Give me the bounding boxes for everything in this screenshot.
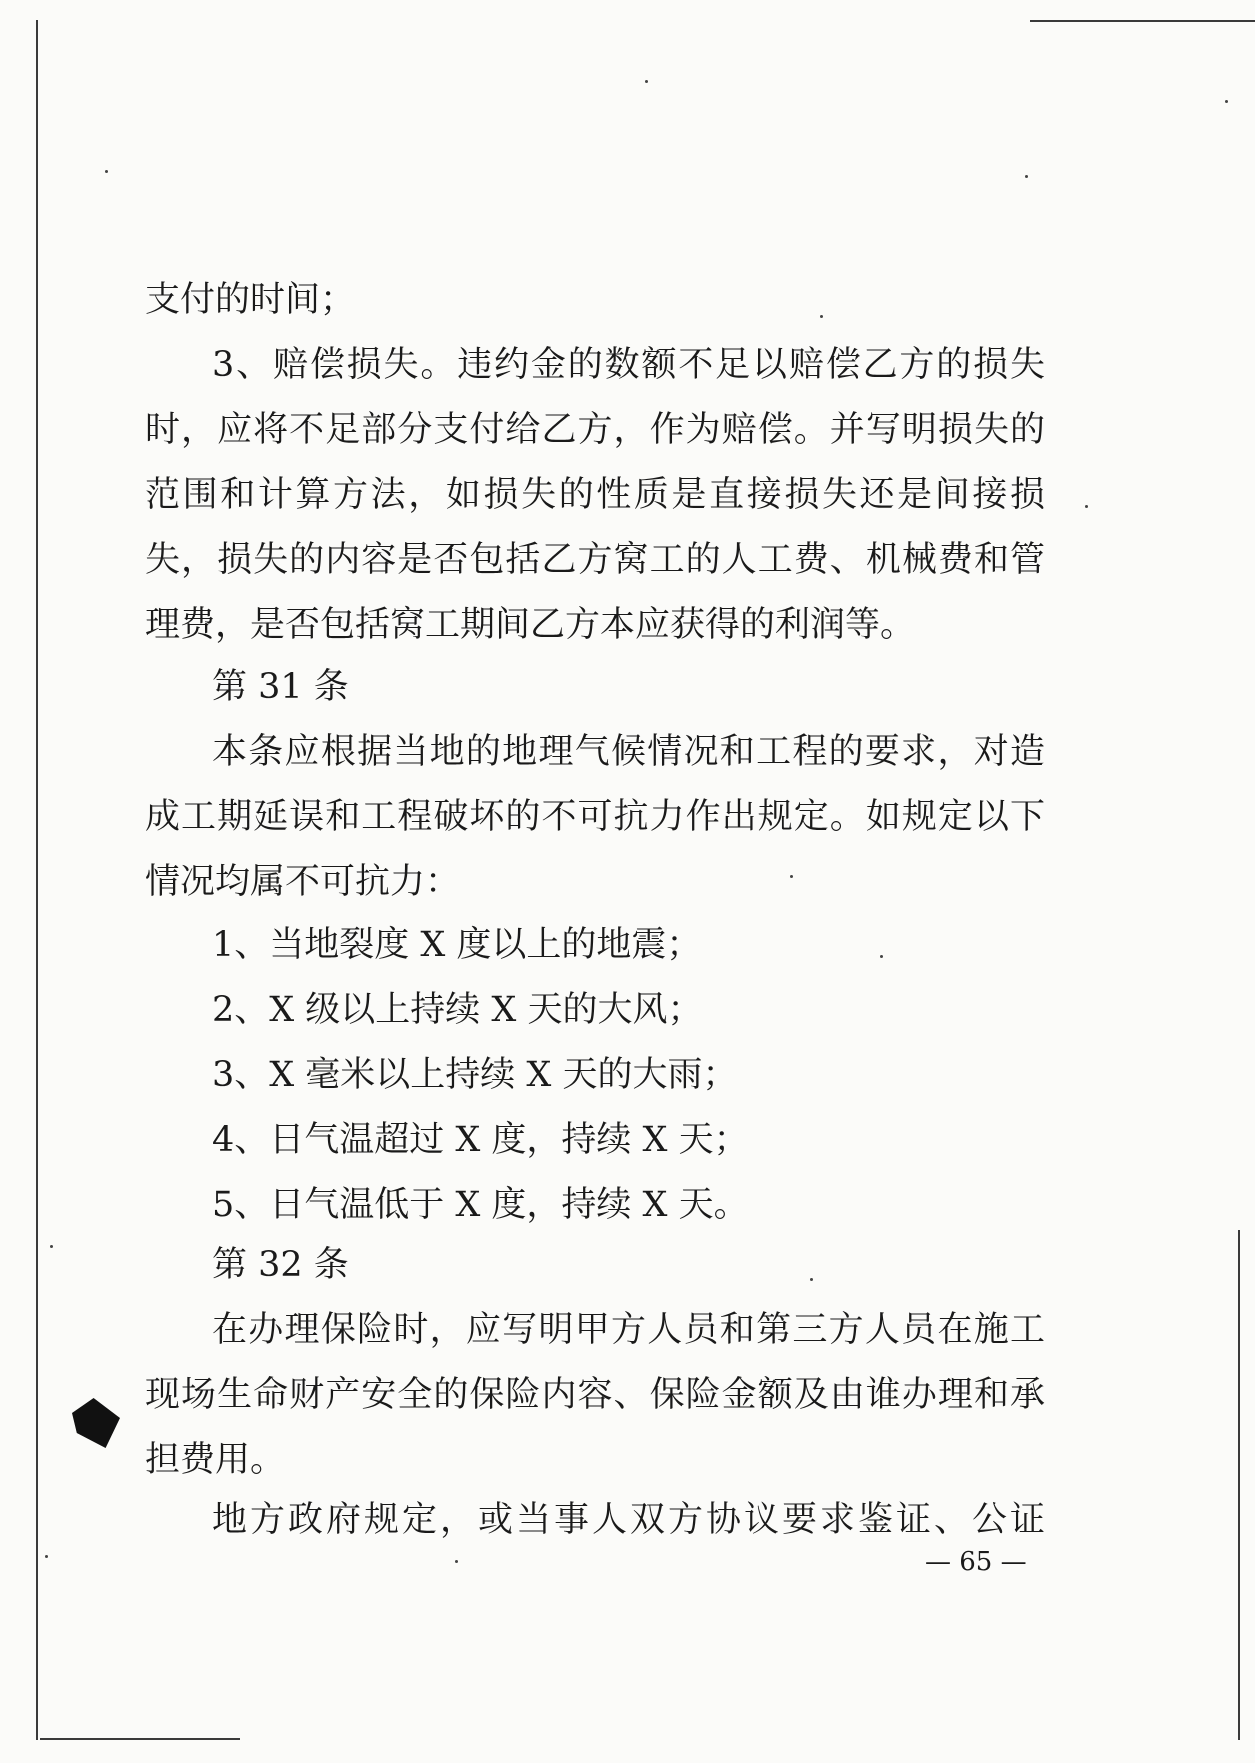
- list-item: 5、日气温低于 X 度，持续 X 天。: [212, 1185, 749, 1225]
- scan-edge-line-right: [1238, 1230, 1240, 1740]
- text-line: 范围和计算方法，如损失的性质是直接损失还是间接损: [145, 475, 1045, 515]
- text-line: 成工期延误和工程破坏的不可抗力作出规定。如规定以下: [145, 797, 1045, 837]
- scan-edge-line-bottom: [40, 1738, 240, 1740]
- text-line: 在办理保险时，应写明甲方人员和第三方人员在施工: [212, 1310, 1045, 1350]
- text-line: 地方政府规定，或当事人双方协议要求鉴证、公证: [212, 1500, 1045, 1540]
- speck: [790, 875, 793, 878]
- list-item: 1、当地裂度 X 度以上的地震；: [212, 925, 702, 965]
- text-line: 情况均属不可抗力：: [145, 862, 461, 902]
- list-item: 2、X 级以上持续 X 天的大风；: [212, 990, 703, 1030]
- text-line: 支付的时间；: [145, 280, 356, 320]
- list-item: 4、日气温超过 X 度，持续 X 天；: [212, 1120, 749, 1160]
- text-line: 理费，是否包括窝工期间乙方本应获得的利润等。: [145, 605, 916, 645]
- text-line: 现场生命财产安全的保险内容、保险金额及由谁办理和承: [145, 1375, 1045, 1415]
- text-line: 担费用。: [145, 1440, 286, 1480]
- text-line: 3、赔偿损失。违约金的数额不足以赔偿乙方的损失: [212, 345, 1045, 385]
- section-heading: 第 31 条: [212, 667, 349, 707]
- speck: [810, 1278, 813, 1281]
- speck: [455, 1560, 458, 1563]
- scan-edge-line-top: [1030, 20, 1255, 22]
- speck: [1025, 175, 1028, 178]
- page-number: — 65 —: [925, 1547, 1027, 1577]
- text-line: 时，应将不足部分支付给乙方，作为赔偿。并写明损失的: [145, 410, 1045, 450]
- ink-blot: [72, 1398, 120, 1448]
- speck: [50, 1245, 53, 1248]
- speck: [820, 315, 823, 318]
- text-line: 本条应根据当地的地理气候情况和工程的要求，对造: [212, 732, 1045, 772]
- speck: [45, 1555, 48, 1558]
- speck: [1085, 505, 1088, 508]
- list-item: 3、X 毫米以上持续 X 天的大雨；: [212, 1055, 738, 1095]
- speck: [105, 170, 108, 173]
- speck: [880, 955, 883, 958]
- speck: [645, 80, 648, 83]
- speck: [1225, 100, 1228, 103]
- section-heading: 第 32 条: [212, 1245, 349, 1285]
- text-line: 失，损失的内容是否包括乙方窝工的人工费、机械费和管: [145, 540, 1045, 580]
- scan-edge-line-left: [36, 20, 38, 1740]
